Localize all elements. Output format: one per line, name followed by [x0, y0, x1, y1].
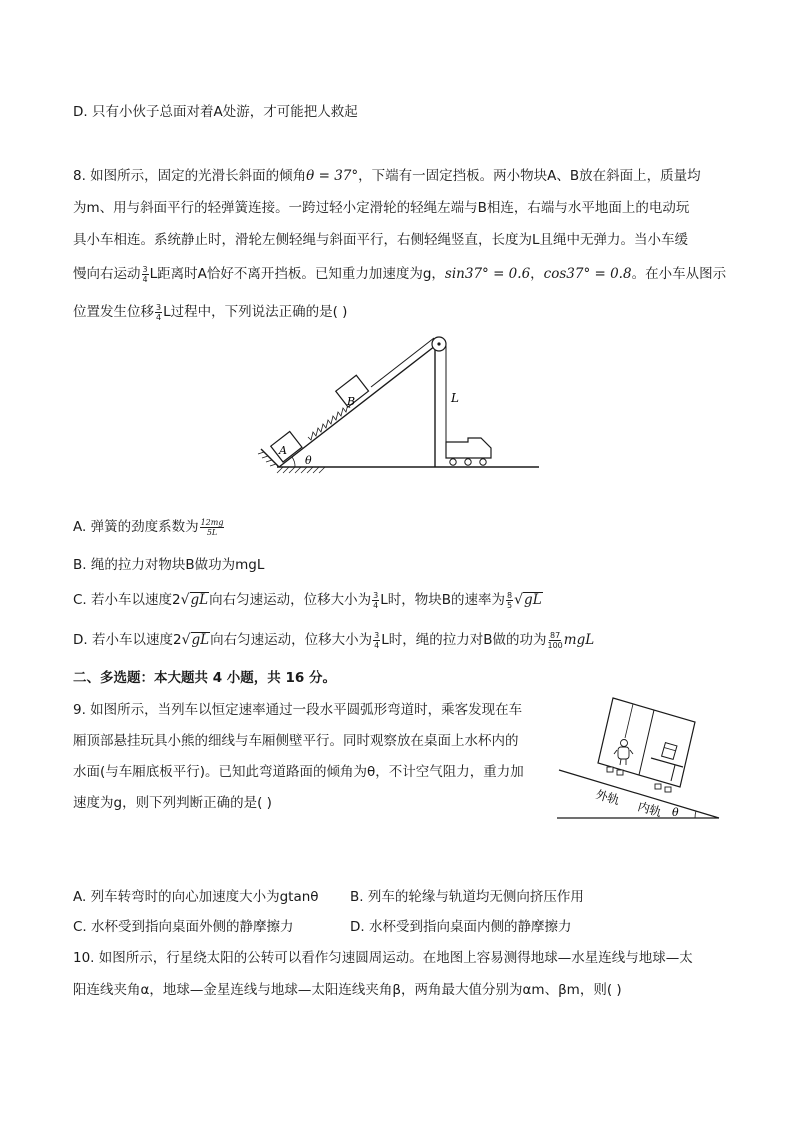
fraction-three-quarters — [142, 265, 149, 284]
fraction-numerator: 3 — [142, 264, 148, 274]
q7-option-d: D. 只有小伙子总面对着A处游，才可能把人救起 — [73, 104, 358, 120]
q8-stem-line-4 — [73, 264, 726, 284]
q8-option-c-radicand: gL — [190, 592, 209, 608]
pulley-axle — [437, 342, 440, 345]
car-wheel — [450, 459, 456, 465]
q8-stem-5a: 位置发生位移 — [73, 304, 154, 320]
sqrt-icon: √ — [514, 592, 524, 608]
ground-hatching — [277, 467, 325, 473]
q9-train-figure — [555, 692, 725, 824]
q8-option-d-radicand: gL — [191, 632, 210, 648]
fraction-denominator: 5L — [206, 527, 218, 537]
fraction-work — [548, 631, 563, 650]
fraction-numerator: 87 — [550, 630, 561, 640]
q9-stem-line-1: 9. 如图所示，当列车以恒定速率通过一段水平圆弧形弯道时，乘客发现在车 — [73, 702, 523, 718]
spring — [308, 404, 350, 440]
q8-stem-line-1 — [73, 166, 701, 186]
q8-stem-4d: ， — [530, 266, 544, 282]
q9-option-b: B. 列车的轮缘与轨道均无侧向挤压作用 — [350, 889, 584, 905]
rope-length-label: L — [451, 391, 459, 405]
q9-stem-line-2: 厢顶部悬挂玩具小熊的细线与车厢侧壁平行。同时观察放在桌面上水杯内的 — [73, 733, 519, 749]
q8-cos-value: cos37° = 0.8 — [543, 266, 632, 282]
wheel-inner — [665, 787, 671, 792]
q9-stem-line-3: 水面(与车厢底板平行)。已知此弯道路面的倾角为θ，不计空气阻力，重力加 — [73, 764, 524, 780]
fraction-three-quarters — [373, 631, 380, 650]
inner-rail-label: 内轨 — [636, 799, 664, 820]
q8-option-d-unit: mgL — [563, 632, 595, 648]
outer-rail-label: 外轨 — [594, 787, 622, 808]
fraction-numerator: 3 — [156, 302, 162, 312]
q8-option-a — [73, 517, 225, 537]
car-wheel — [465, 459, 471, 465]
q8-stem-1c: ，下端有一固定挡板。两小物块A、B放在斜面上，质量均 — [358, 168, 701, 184]
q8-sin-value: sin37° = 0.6 — [444, 266, 531, 282]
q8-option-b: B. 绳的拉力对物块B做功为mgL — [73, 557, 265, 573]
block-a-label: A — [279, 444, 287, 457]
q8-incline-figure — [255, 330, 545, 480]
q10-stem-line-2: 阳连线夹角α，地球—金星连线与地球—太阳连线夹角β，两角最大值分别为αm、βm，则( ) — [73, 982, 622, 998]
fraction-eight-fifths — [506, 591, 513, 610]
q8-stem-4a: 慢向右运动 — [73, 266, 141, 282]
sqrt-icon: √ — [180, 592, 190, 608]
q9-option-d: D. 水杯受到指向桌面内侧的静摩擦力 — [350, 919, 572, 935]
fraction-three-quarters — [372, 591, 379, 610]
wheel-outer — [617, 770, 623, 775]
wheel-inner — [655, 784, 661, 789]
fraction-numerator: 12mg — [200, 517, 224, 527]
fraction-numerator: 3 — [373, 590, 379, 600]
car-wheel — [480, 459, 486, 465]
toy-car — [446, 438, 491, 458]
section-heading-text: 二、多选题：本大题共 4 小题，共 16 分。 — [73, 670, 336, 686]
fraction-numerator: 3 — [374, 630, 380, 640]
wheel-outer — [607, 767, 613, 772]
q8-stem-4b: L距离时A恰好不离开挡板。已知重力加速度为g， — [149, 266, 445, 282]
fraction-denominator: 4 — [156, 312, 162, 322]
q8-stem-line-2: 为m、用与斜面平行的轻弹簧连接。一跨过轻小定滑轮的轻绳左端与B相连，右端与水平地面上的电动玩 — [73, 200, 690, 216]
q8-stem-5b: L过程中，下列说法正确的是( ) — [163, 304, 348, 320]
q8-option-c-radicand-2: gL — [524, 592, 542, 608]
angle-arc — [292, 457, 295, 467]
q8-option-c-text-1: C. 若小车以速度2 — [73, 592, 181, 608]
angle-theta-label: θ — [672, 806, 679, 819]
fraction-denominator: 5 — [507, 600, 513, 610]
q9-stem-line-4: 速度为g，则下列判断正确的是( ) — [73, 795, 272, 811]
q8-stem-1a: 8. 如图所示，固定的光滑长斜面的倾角 — [73, 168, 307, 184]
fraction-denominator: 4 — [142, 274, 148, 284]
rope-incline — [371, 338, 434, 387]
fraction-numerator: 8 — [507, 590, 513, 600]
q10-stem-line-1: 10. 如图所示，行星绕太阳的公转可以看作匀速圆周运动。在地图上容易测得地球—水星连线与地球—太 — [73, 950, 693, 966]
q8-angle: θ = 37° — [306, 168, 359, 184]
incline-surface — [279, 346, 435, 467]
angle-arc — [695, 811, 696, 818]
q8-option-a-text: A. 弹簧的劲度系数为 — [73, 519, 199, 535]
section-heading — [73, 668, 336, 688]
q8-option-d-text-3: L时，绳的拉力对B做的功为 — [381, 632, 547, 648]
q8-option-d — [73, 630, 594, 650]
fraction-denominator: 4 — [374, 640, 380, 650]
q8-option-d-text-1: D. 若小车以速度2 — [73, 632, 182, 648]
fraction-denominator: 4 — [373, 600, 379, 610]
q8-option-c-text-3: L时，物块B的速率为 — [380, 592, 506, 608]
angle-theta-label: θ — [305, 454, 312, 467]
q8-option-c-text-2: 向右匀速运动，位移大小为 — [209, 592, 372, 608]
fraction-spring-constant — [200, 518, 225, 537]
q8-option-c — [73, 590, 543, 610]
q8-stem-line-5 — [73, 302, 347, 322]
block-b-label: B — [347, 395, 356, 408]
q9-option-a: A. 列车转弯时的向心加速度大小为gtanθ — [73, 889, 319, 905]
fraction-denominator: 100 — [547, 640, 563, 650]
q9-option-c: C. 水杯受到指向桌面外侧的静摩擦力 — [73, 919, 294, 935]
fraction-three-quarters — [155, 303, 162, 322]
q8-stem-4f: 。在小车从图示 — [631, 266, 727, 282]
sqrt-icon: √ — [181, 632, 191, 648]
q8-stem-line-3: 具小车相连。系统静止时，滑轮左侧轻绳与斜面平行，右侧轻绳竖直，长度为L且绳中无弹力。当小车缓 — [73, 232, 689, 248]
q8-option-d-text-2: 向右匀速运动，位移大小为 — [210, 632, 373, 648]
